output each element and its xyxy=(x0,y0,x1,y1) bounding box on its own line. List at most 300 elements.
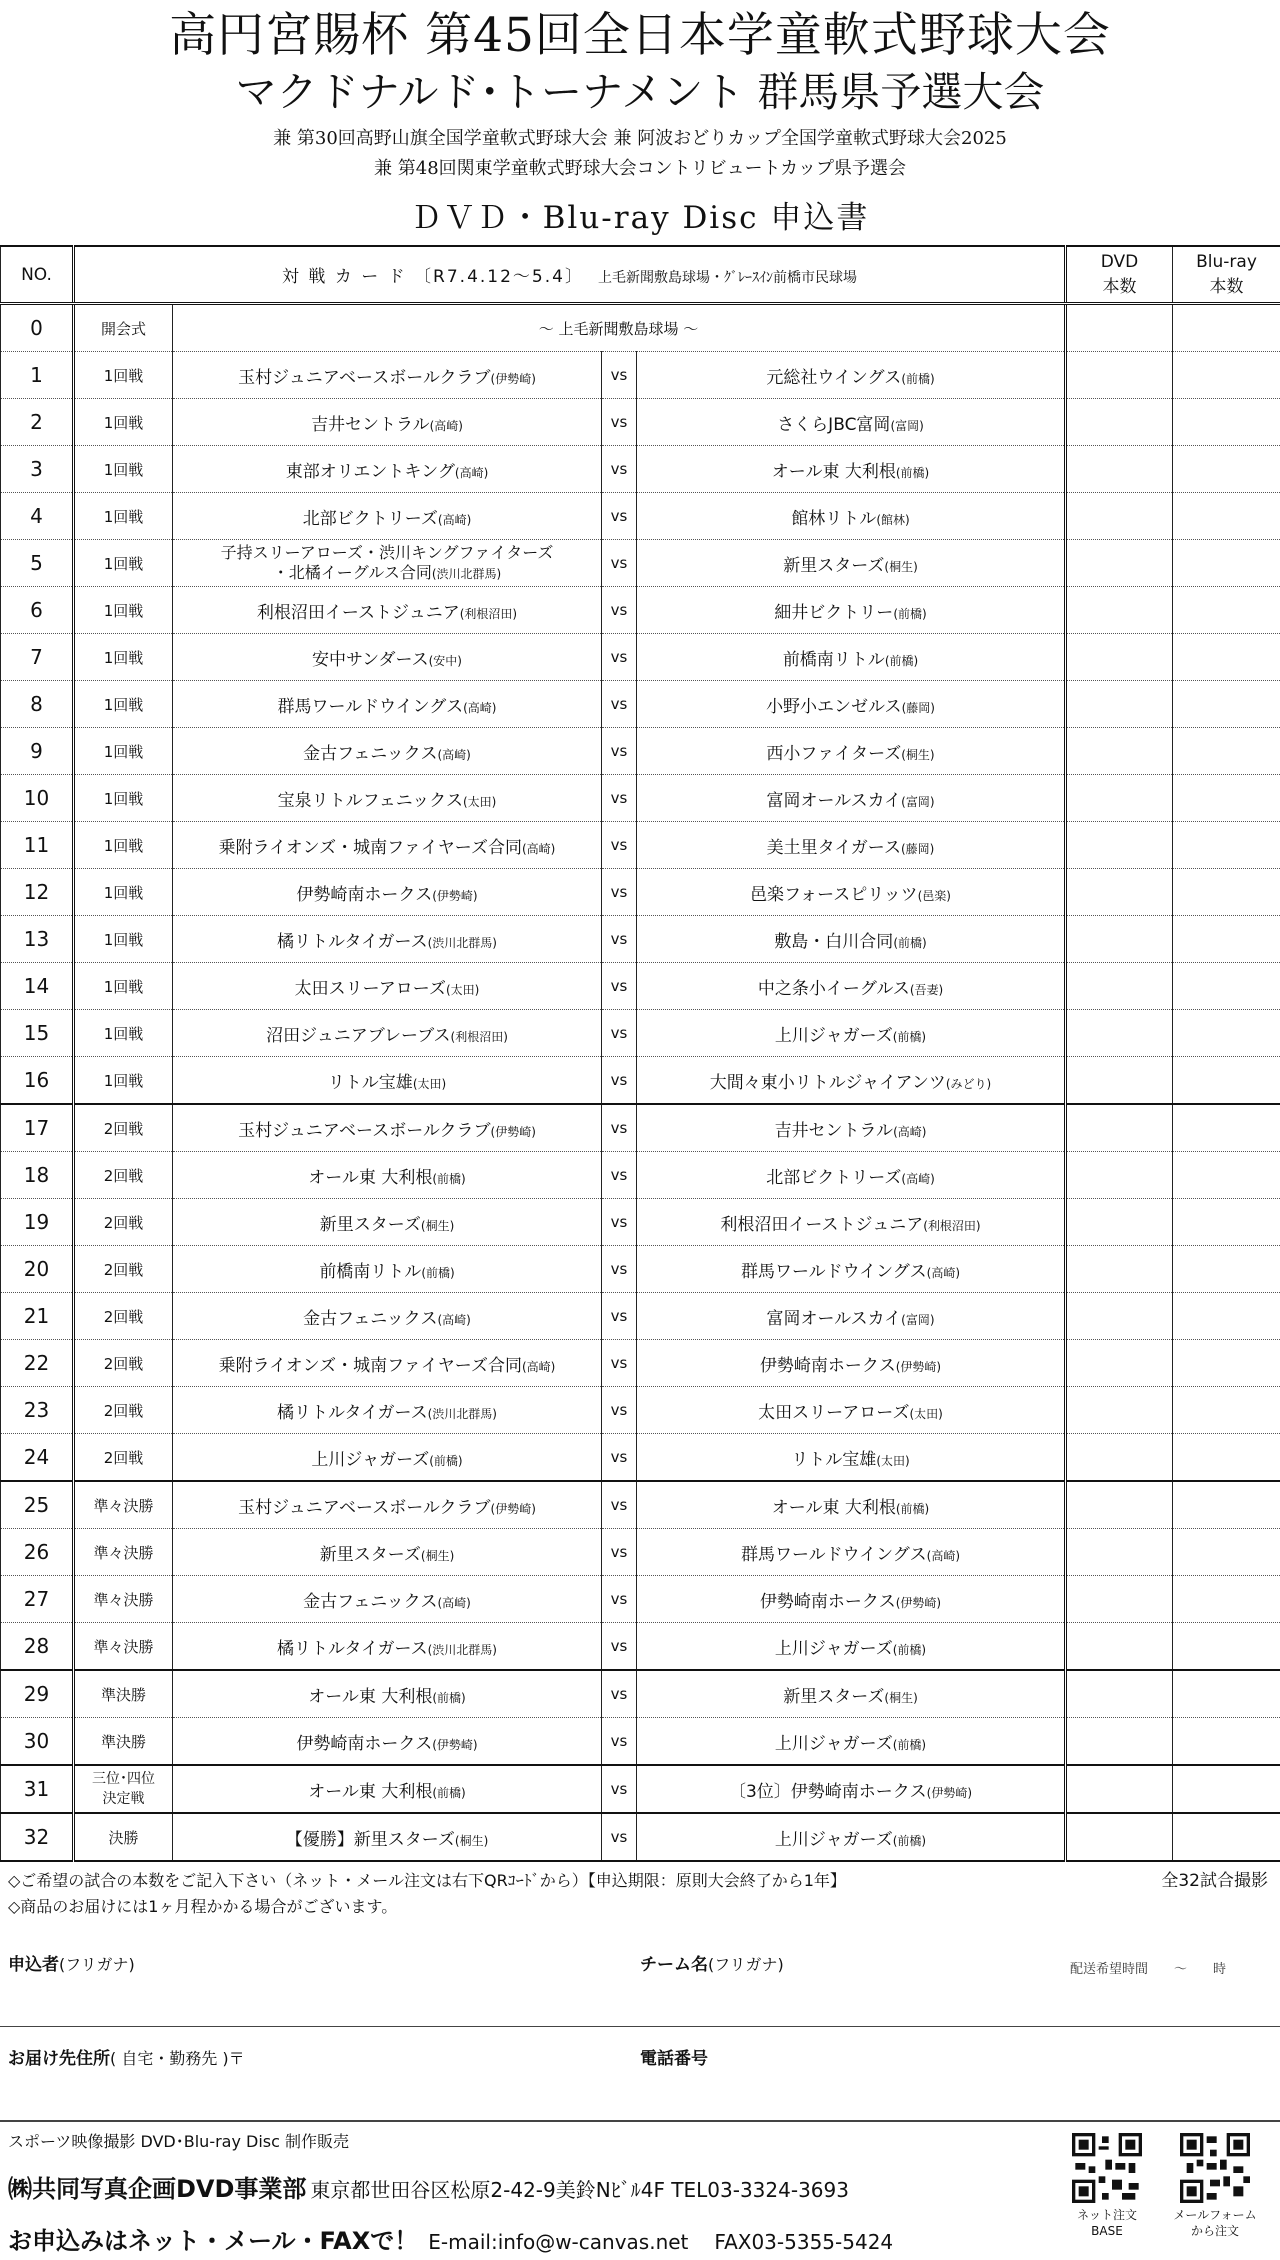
team-a-region: (高崎) xyxy=(454,465,489,480)
team-a: 乗附ライオンズ・城南ファイヤーズ合同(高崎) xyxy=(173,822,602,869)
vs-label: vs xyxy=(602,399,637,446)
team-label: チーム名 xyxy=(640,1955,708,1975)
table-row xyxy=(1,1670,1280,1718)
bluray-qty-cell[interactable] xyxy=(1173,399,1280,446)
dvd-qty-cell[interactable] xyxy=(1066,634,1173,681)
team-a-region: (太田) xyxy=(445,982,480,997)
vs-label: vs xyxy=(602,963,637,1010)
match-no: 9 xyxy=(1,728,74,775)
dvd-qty-cell[interactable] xyxy=(1066,1623,1173,1671)
team-a-region: (伊勢崎) xyxy=(490,1124,536,1139)
team-a: 吉井セントラル(高崎) xyxy=(173,399,602,446)
dvd-qty-cell[interactable] xyxy=(1066,1293,1173,1340)
bluray-qty-cell[interactable] xyxy=(1173,1576,1280,1623)
dvd-qty-cell[interactable] xyxy=(1066,1340,1173,1387)
table-row xyxy=(1,1718,1280,1766)
team-b-region: (館林) xyxy=(876,512,910,527)
match-no: 0 xyxy=(1,304,74,352)
table-row xyxy=(1,1765,1280,1813)
team-b-region: (邑楽) xyxy=(917,888,951,903)
bluray-qty-cell[interactable] xyxy=(1173,1293,1280,1340)
team-b: リトル宝雄(太田) xyxy=(637,1434,1066,1482)
bluray-qty-cell[interactable] xyxy=(1173,587,1280,634)
dvd-qty-cell[interactable] xyxy=(1066,540,1173,587)
team-b-region: (前橋) xyxy=(892,1642,927,1657)
team-b-region: (吾妻) xyxy=(909,982,944,997)
team-b: 上川ジャガーズ(前橋) xyxy=(637,1623,1066,1671)
divider xyxy=(0,2026,1280,2027)
team-b-region: (高崎) xyxy=(893,1124,927,1139)
team-a-region: (太田) xyxy=(462,794,497,809)
footer xyxy=(0,2125,1280,2260)
table-header xyxy=(1,246,1280,304)
round-label: 1回戦 xyxy=(74,681,173,728)
round-label: 1回戦 xyxy=(74,587,173,634)
team-b-region: (富岡) xyxy=(901,794,935,809)
round-label: 2回戦 xyxy=(74,1340,173,1387)
vs-label: vs xyxy=(602,493,637,540)
team-a: オール東 大利根(前橋) xyxy=(173,1765,602,1813)
footer-cta xyxy=(8,2221,893,2256)
vs-label: vs xyxy=(602,1387,637,1434)
team-b: 中之条小イーグルス(吾妻) xyxy=(637,963,1066,1010)
team-b-region: (高崎) xyxy=(926,1265,961,1280)
col-br-header xyxy=(1173,246,1280,304)
team-a: 前橋南リトル(前橋) xyxy=(173,1246,602,1293)
team-b-region: (富岡) xyxy=(901,1312,935,1327)
email-link[interactable]: E-mail:info@w-canvas.net xyxy=(428,2230,689,2254)
match-no: 7 xyxy=(1,634,74,681)
team-b: 邑楽フォースピリッツ(邑楽) xyxy=(637,869,1066,916)
team-b-region: (前橋) xyxy=(884,653,919,668)
team-b: 細井ビクトリー(前橋) xyxy=(637,587,1066,634)
team-a-region: (桐生) xyxy=(420,1548,455,1563)
bluray-qty-cell[interactable] xyxy=(1173,1718,1280,1766)
dvd-qty-cell[interactable] xyxy=(1066,1529,1173,1576)
table-row xyxy=(1,1152,1280,1199)
col-card-header xyxy=(74,246,1066,304)
team-b: 富岡オールスカイ(富岡) xyxy=(637,775,1066,822)
bluray-qty-cell[interactable] xyxy=(1173,681,1280,728)
round-label: 1回戦 xyxy=(74,446,173,493)
dvd-qty-cell[interactable] xyxy=(1066,587,1173,634)
dvd-qty-cell[interactable] xyxy=(1066,1057,1173,1105)
dvd-qty-cell[interactable] xyxy=(1066,963,1173,1010)
dvd-qty-cell[interactable] xyxy=(1066,1246,1173,1293)
round-label: 2回戦 xyxy=(74,1387,173,1434)
team-b: 伊勢崎南ホークス(伊勢崎) xyxy=(637,1340,1066,1387)
bluray-qty-cell[interactable] xyxy=(1173,446,1280,493)
subtitle-line2: 兼 第48回関東学童軟式野球大会コントリビュートカップ県予選会 xyxy=(374,158,906,179)
bluray-qty-cell[interactable] xyxy=(1173,822,1280,869)
team-b: さくらJBC富岡(富岡) xyxy=(637,399,1066,446)
dvd-qty-cell[interactable] xyxy=(1066,352,1173,399)
dvd-qty-cell[interactable] xyxy=(1066,1670,1173,1718)
team-b: 北部ビクトリーズ(高崎) xyxy=(637,1152,1066,1199)
bluray-qty-cell[interactable] xyxy=(1173,1813,1280,1861)
round-label: 準決勝 xyxy=(74,1718,173,1766)
team-b-region: (前橋) xyxy=(893,935,927,950)
round-label: 2回戦 xyxy=(74,1199,173,1246)
note-line2: ◇商品のお届けには1ヶ月程かかる場合がございます。 xyxy=(8,1897,398,1916)
team-b-region: (前橋) xyxy=(892,1029,927,1044)
divider xyxy=(0,2120,1280,2122)
vs-label: vs xyxy=(602,1670,637,1718)
team-a: オール東 大利根(前橋) xyxy=(173,1152,602,1199)
bluray-qty-cell[interactable] xyxy=(1173,1010,1280,1057)
vs-label: vs xyxy=(602,728,637,775)
match-no: 20 xyxy=(1,1246,74,1293)
team-b: オール東 大利根(前橋) xyxy=(637,446,1066,493)
team-b-region: (高崎) xyxy=(926,1548,961,1563)
round-label: 三位･四位 決定戦 xyxy=(74,1765,173,1813)
team-a-region: (前橋) xyxy=(421,1265,455,1280)
team-a: 乗附ライオンズ・城南ファイヤーズ合同(高崎) xyxy=(173,1340,602,1387)
bluray-qty-cell[interactable] xyxy=(1173,493,1280,540)
fax-number: FAX03-5355-5424 xyxy=(714,2230,894,2254)
team-b-region: (太田) xyxy=(876,1453,910,1468)
team-b-region: (前橋) xyxy=(901,371,935,386)
col-dvd-label: DVD xyxy=(1100,252,1139,272)
match-no: 3 xyxy=(1,446,74,493)
subtitle-line1: 兼 第30回高野山旗全国学童軟式野球大会 兼 阿波おどりカップ全国学童軟式野球大会2025 xyxy=(273,128,1007,149)
match-no: 13 xyxy=(1,916,74,963)
team-b-region: (太田) xyxy=(909,1406,943,1421)
team-a-region: (伊勢崎) xyxy=(490,371,536,386)
team-a-region: (前橋) xyxy=(432,1171,466,1186)
dvd-qty-cell[interactable] xyxy=(1066,1765,1173,1813)
match-no: 4 xyxy=(1,493,74,540)
team-a-region: (前橋) xyxy=(429,1453,463,1468)
round-label: 1回戦 xyxy=(74,399,173,446)
team-a-region: (高崎) xyxy=(429,418,463,433)
bluray-qty-cell[interactable] xyxy=(1173,869,1280,916)
table-row xyxy=(1,1010,1280,1057)
vs-label: vs xyxy=(602,634,637,681)
team-b: 利根沼田イーストジュニア(利根沼田) xyxy=(637,1199,1066,1246)
round-label: 1回戦 xyxy=(74,963,173,1010)
round-label: 1回戦 xyxy=(74,1010,173,1057)
match-no: 10 xyxy=(1,775,74,822)
bluray-qty-cell[interactable] xyxy=(1173,1623,1280,1671)
team-b-region: (富岡) xyxy=(890,418,924,433)
team-a-region: (高崎) xyxy=(521,1359,556,1374)
match-no: 25 xyxy=(1,1481,74,1529)
bluray-qty-cell[interactable] xyxy=(1173,1340,1280,1387)
round-label: 1回戦 xyxy=(74,493,173,540)
col-dvd-unit: 本数 xyxy=(1102,277,1137,297)
round-label: 1回戦 xyxy=(74,728,173,775)
team-b-region: (前橋) xyxy=(892,1833,927,1848)
bluray-qty-cell[interactable] xyxy=(1173,352,1280,399)
match-no: 21 xyxy=(1,1293,74,1340)
note-line1: ◇ご希望の試合の本数をご記入下さい（ネット・メール注文は右下QRｺｰﾄﾞから）【申込期限：原則大会終了から1年】 xyxy=(8,1871,846,1890)
match-no: 2 xyxy=(1,399,74,446)
bluray-qty-cell[interactable] xyxy=(1173,1057,1280,1105)
team-b: 元総社ウイングス(前橋) xyxy=(637,352,1066,399)
team-b: 館林リトル(館林) xyxy=(637,493,1066,540)
bluray-qty-cell[interactable] xyxy=(1173,1104,1280,1152)
team-a: 玉村ジュニアベースボールクラブ(伊勢崎) xyxy=(173,352,602,399)
title-line2: マクドナルド･トーナメント 群馬県予選大会 xyxy=(235,68,1045,116)
table-row xyxy=(1,1529,1280,1576)
vs-label: vs xyxy=(602,1765,637,1813)
address-field[interactable] xyxy=(8,2044,245,2069)
round-label: 2回戦 xyxy=(74,1152,173,1199)
bluray-qty-cell[interactable] xyxy=(1173,304,1280,352)
table-row xyxy=(1,399,1280,446)
applicant-field[interactable] xyxy=(8,1950,135,1975)
dvd-qty-cell[interactable] xyxy=(1066,1813,1173,1861)
vs-label: vs xyxy=(602,352,637,399)
team-a: 金古フェニックス(高崎) xyxy=(173,728,602,775)
team-b: 小野小エンゼルス(藤岡) xyxy=(637,681,1066,728)
team-a: 安中サンダース(安中) xyxy=(173,634,602,681)
match-no: 1 xyxy=(1,352,74,399)
team-a: 橘リトルタイガース(渋川北群馬) xyxy=(173,1387,602,1434)
vs-label: vs xyxy=(602,1718,637,1766)
vs-label: vs xyxy=(602,1199,637,1246)
bluray-qty-cell[interactable] xyxy=(1173,1246,1280,1293)
team-b: 新里スターズ(桐生) xyxy=(637,1670,1066,1718)
team-a: 金古フェニックス(高崎) xyxy=(173,1576,602,1623)
match-no: 17 xyxy=(1,1104,74,1152)
table-row xyxy=(1,1199,1280,1246)
dvd-qty-cell[interactable] xyxy=(1066,1152,1173,1199)
applicant-kana: (フリガナ) xyxy=(59,1955,135,1974)
address-label: お届け先住所 xyxy=(8,2049,110,2069)
match-no: 11 xyxy=(1,822,74,869)
bluray-qty-cell[interactable] xyxy=(1173,1152,1280,1199)
match-no: 16 xyxy=(1,1057,74,1105)
qr-base-caption: ネット注文 BASE xyxy=(1076,2208,1137,2238)
dvd-qty-cell[interactable] xyxy=(1066,1199,1173,1246)
round-label: 決勝 xyxy=(74,1813,173,1861)
team-b: 伊勢崎南ホークス(伊勢崎) xyxy=(637,1576,1066,1623)
match-no: 8 xyxy=(1,681,74,728)
bluray-qty-cell[interactable] xyxy=(1173,916,1280,963)
team-b-region: (桐生) xyxy=(884,1690,918,1705)
cta-text: お申込みはネット・メール・FAXで！ xyxy=(8,2227,419,2255)
col-card-venue: 上毛新聞敷島球場・ｸﾞﾚｰｽｲﾝ前橋市民球場 xyxy=(597,270,857,286)
vs-label: vs xyxy=(602,1481,637,1529)
opening-venue: 〜 上毛新聞敷島球場 〜 xyxy=(173,304,1066,352)
round-label: 開会式 xyxy=(74,304,173,352)
round-label: 1回戦 xyxy=(74,634,173,681)
footer-company xyxy=(8,2169,849,2204)
bluray-qty-cell[interactable] xyxy=(1173,1434,1280,1482)
team-kana: (フリガナ) xyxy=(708,1955,784,1974)
match-no: 29 xyxy=(1,1670,74,1718)
team-a: 橘リトルタイガース(渋川北群馬) xyxy=(173,916,602,963)
address-hint: ( 自宅・勤務先 )〒 xyxy=(110,2049,245,2068)
vs-label: vs xyxy=(602,1293,637,1340)
dvd-qty-cell[interactable] xyxy=(1066,1718,1173,1766)
team-b: 群馬ワールドウイングス(高崎) xyxy=(637,1246,1066,1293)
vs-label: vs xyxy=(602,1623,637,1671)
round-label: 1回戦 xyxy=(74,1057,173,1105)
form-title: ＤＶＤ・Blu-ray Disc 申込書 xyxy=(410,200,870,236)
table-row xyxy=(1,1293,1280,1340)
applicant-label: 申込者 xyxy=(8,1955,59,1975)
table-row xyxy=(1,1434,1280,1482)
bluray-qty-cell[interactable] xyxy=(1173,540,1280,587)
team-a: 【優勝】新里スターズ(桐生) xyxy=(173,1813,602,1861)
table-row xyxy=(1,1813,1280,1861)
match-table xyxy=(0,245,1280,1862)
bluray-qty-cell[interactable] xyxy=(1173,634,1280,681)
table-row xyxy=(1,775,1280,822)
vs-label: vs xyxy=(602,916,637,963)
table-row xyxy=(1,352,1280,399)
team-a: 玉村ジュニアベースボールクラブ(伊勢崎) xyxy=(173,1104,602,1152)
bluray-qty-cell[interactable] xyxy=(1173,728,1280,775)
team-a: リトル宝雄(太田) xyxy=(173,1057,602,1105)
bluray-qty-cell[interactable] xyxy=(1173,1765,1280,1813)
team-a-region: (利根沼田) xyxy=(459,606,518,621)
dvd-qty-cell[interactable] xyxy=(1066,775,1173,822)
dvd-qty-cell[interactable] xyxy=(1066,1481,1173,1529)
match-no: 32 xyxy=(1,1813,74,1861)
vs-label: vs xyxy=(602,1057,637,1105)
notes xyxy=(8,1868,1272,1920)
delivery-time-field[interactable]: 配送希望時間 〜 時 xyxy=(1070,1962,1227,1977)
round-label: 1回戦 xyxy=(74,822,173,869)
team-a: 宝泉リトルフェニックス(太田) xyxy=(173,775,602,822)
team-b: 群馬ワールドウイングス(高崎) xyxy=(637,1529,1066,1576)
dvd-qty-cell[interactable] xyxy=(1066,399,1173,446)
phone-field[interactable] xyxy=(640,2044,708,2069)
dvd-qty-cell[interactable] xyxy=(1066,304,1173,352)
team-b-region: (伊勢崎) xyxy=(895,1595,942,1610)
dvd-qty-cell[interactable] xyxy=(1066,822,1173,869)
team-a: 金古フェニックス(高崎) xyxy=(173,1293,602,1340)
team-b: 〔3位〕伊勢崎南ホークス(伊勢崎) xyxy=(637,1765,1066,1813)
team-a: 上川ジャガーズ(前橋) xyxy=(173,1434,602,1482)
team-a: 伊勢崎南ホークス(伊勢崎) xyxy=(173,869,602,916)
table-row xyxy=(1,916,1280,963)
team-a-region: (高崎) xyxy=(521,841,556,856)
vs-label: vs xyxy=(602,869,637,916)
dvd-qty-cell[interactable] xyxy=(1066,1434,1173,1482)
round-label: 2回戦 xyxy=(74,1434,173,1482)
table-row xyxy=(1,1481,1280,1529)
dvd-qty-cell[interactable] xyxy=(1066,1387,1173,1434)
vs-label: vs xyxy=(602,1152,637,1199)
team-a: 新里スターズ(桐生) xyxy=(173,1199,602,1246)
team-a: 東部オリエントキング(高崎) xyxy=(173,446,602,493)
team-a-region: (前橋) xyxy=(432,1690,466,1705)
bluray-qty-cell[interactable] xyxy=(1173,1529,1280,1576)
match-no: 14 xyxy=(1,963,74,1010)
team-a-region: (高崎) xyxy=(463,700,497,715)
team-b-region: (藤岡) xyxy=(900,841,935,856)
qr-code-mailform-icon[interactable] xyxy=(1180,2133,1250,2203)
dvd-qty-cell[interactable] xyxy=(1066,1576,1173,1623)
dvd-qty-cell[interactable] xyxy=(1066,1010,1173,1057)
round-label: 1回戦 xyxy=(74,916,173,963)
team-b-region: (藤岡) xyxy=(901,700,935,715)
vs-label: vs xyxy=(602,1813,637,1861)
team-a-region: (利根沼田) xyxy=(450,1029,508,1044)
table-row xyxy=(1,587,1280,634)
dvd-qty-cell[interactable] xyxy=(1066,728,1173,775)
bluray-qty-cell[interactable] xyxy=(1173,775,1280,822)
vs-label: vs xyxy=(602,1104,637,1152)
dvd-qty-cell[interactable] xyxy=(1066,916,1173,963)
table-row xyxy=(1,1623,1280,1671)
team-a: 新里スターズ(桐生) xyxy=(173,1529,602,1576)
col-br-label: Blu-ray xyxy=(1196,252,1257,272)
team-b-region: (前橋) xyxy=(893,606,927,621)
round-label: 準決勝 xyxy=(74,1670,173,1718)
team-a-region: (高崎) xyxy=(437,747,471,762)
team-a-region: (前橋) xyxy=(432,1785,466,1800)
team-b: 上川ジャガーズ(前橋) xyxy=(637,1718,1066,1766)
bluray-qty-cell[interactable] xyxy=(1173,1481,1280,1529)
bluray-qty-cell[interactable] xyxy=(1173,1387,1280,1434)
team-a-region: (桐生) xyxy=(420,1218,455,1233)
vs-label: vs xyxy=(602,1010,637,1057)
dvd-qty-cell[interactable] xyxy=(1066,1104,1173,1152)
round-label: 1回戦 xyxy=(74,352,173,399)
round-label: 1回戦 xyxy=(74,869,173,916)
round-label: 1回戦 xyxy=(74,775,173,822)
vs-label: vs xyxy=(602,822,637,869)
vs-label: vs xyxy=(602,1246,637,1293)
company-name: ㈱共同写真企画DVD事業部 xyxy=(8,2175,307,2203)
col-card-title: 対 戦 カ ー ド 〔R7.4.12〜5.4〕 xyxy=(282,267,584,287)
match-no: 28 xyxy=(1,1623,74,1671)
team-a-region: (安中) xyxy=(428,653,462,668)
team-b: 太田スリーアローズ(太田) xyxy=(637,1387,1066,1434)
round-label: 準々決勝 xyxy=(74,1576,173,1623)
qr-code-base-icon[interactable] xyxy=(1072,2133,1142,2203)
dvd-qty-cell[interactable] xyxy=(1066,493,1173,540)
team-a: 利根沼田イーストジュニア(利根沼田) xyxy=(173,587,602,634)
company-address: 東京都世田谷区松原2-42-9美鈴Nﾋﾞﾙ4F TEL03-3324-3693 xyxy=(310,2178,849,2202)
team-b-region: (みどり) xyxy=(945,1076,992,1091)
team-field[interactable] xyxy=(640,1950,784,1975)
vs-label: vs xyxy=(602,775,637,822)
team-a-region: (渋川北群馬) xyxy=(427,1406,497,1421)
team-a-region: (高崎) xyxy=(437,1312,471,1327)
table-row xyxy=(1,681,1280,728)
table-row xyxy=(1,493,1280,540)
bluray-qty-cell[interactable] xyxy=(1173,1670,1280,1718)
bluray-qty-cell[interactable] xyxy=(1173,963,1280,1010)
team-a: 伊勢崎南ホークス(伊勢崎) xyxy=(173,1718,602,1766)
team-b-region: (高崎) xyxy=(901,1171,935,1186)
team-a-region: (桐生) xyxy=(454,1833,489,1848)
table-row xyxy=(1,1576,1280,1623)
match-no: 30 xyxy=(1,1718,74,1766)
team-b-region: (利根沼田) xyxy=(923,1218,981,1233)
dvd-qty-cell[interactable] xyxy=(1066,869,1173,916)
table-row xyxy=(1,1340,1280,1387)
dvd-qty-cell[interactable] xyxy=(1066,681,1173,728)
match-no: 5 xyxy=(1,540,74,587)
bluray-qty-cell[interactable] xyxy=(1173,1199,1280,1246)
dvd-qty-cell[interactable] xyxy=(1066,446,1173,493)
team-a: 北部ビクトリーズ(高崎) xyxy=(173,493,602,540)
match-no: 23 xyxy=(1,1387,74,1434)
table-row xyxy=(1,446,1280,493)
team-a: 玉村ジュニアベースボールクラブ(伊勢崎) xyxy=(173,1481,602,1529)
table-row xyxy=(1,822,1280,869)
team-a-region: (太田) xyxy=(412,1076,447,1091)
team-a-region: (伊勢崎) xyxy=(490,1501,536,1516)
